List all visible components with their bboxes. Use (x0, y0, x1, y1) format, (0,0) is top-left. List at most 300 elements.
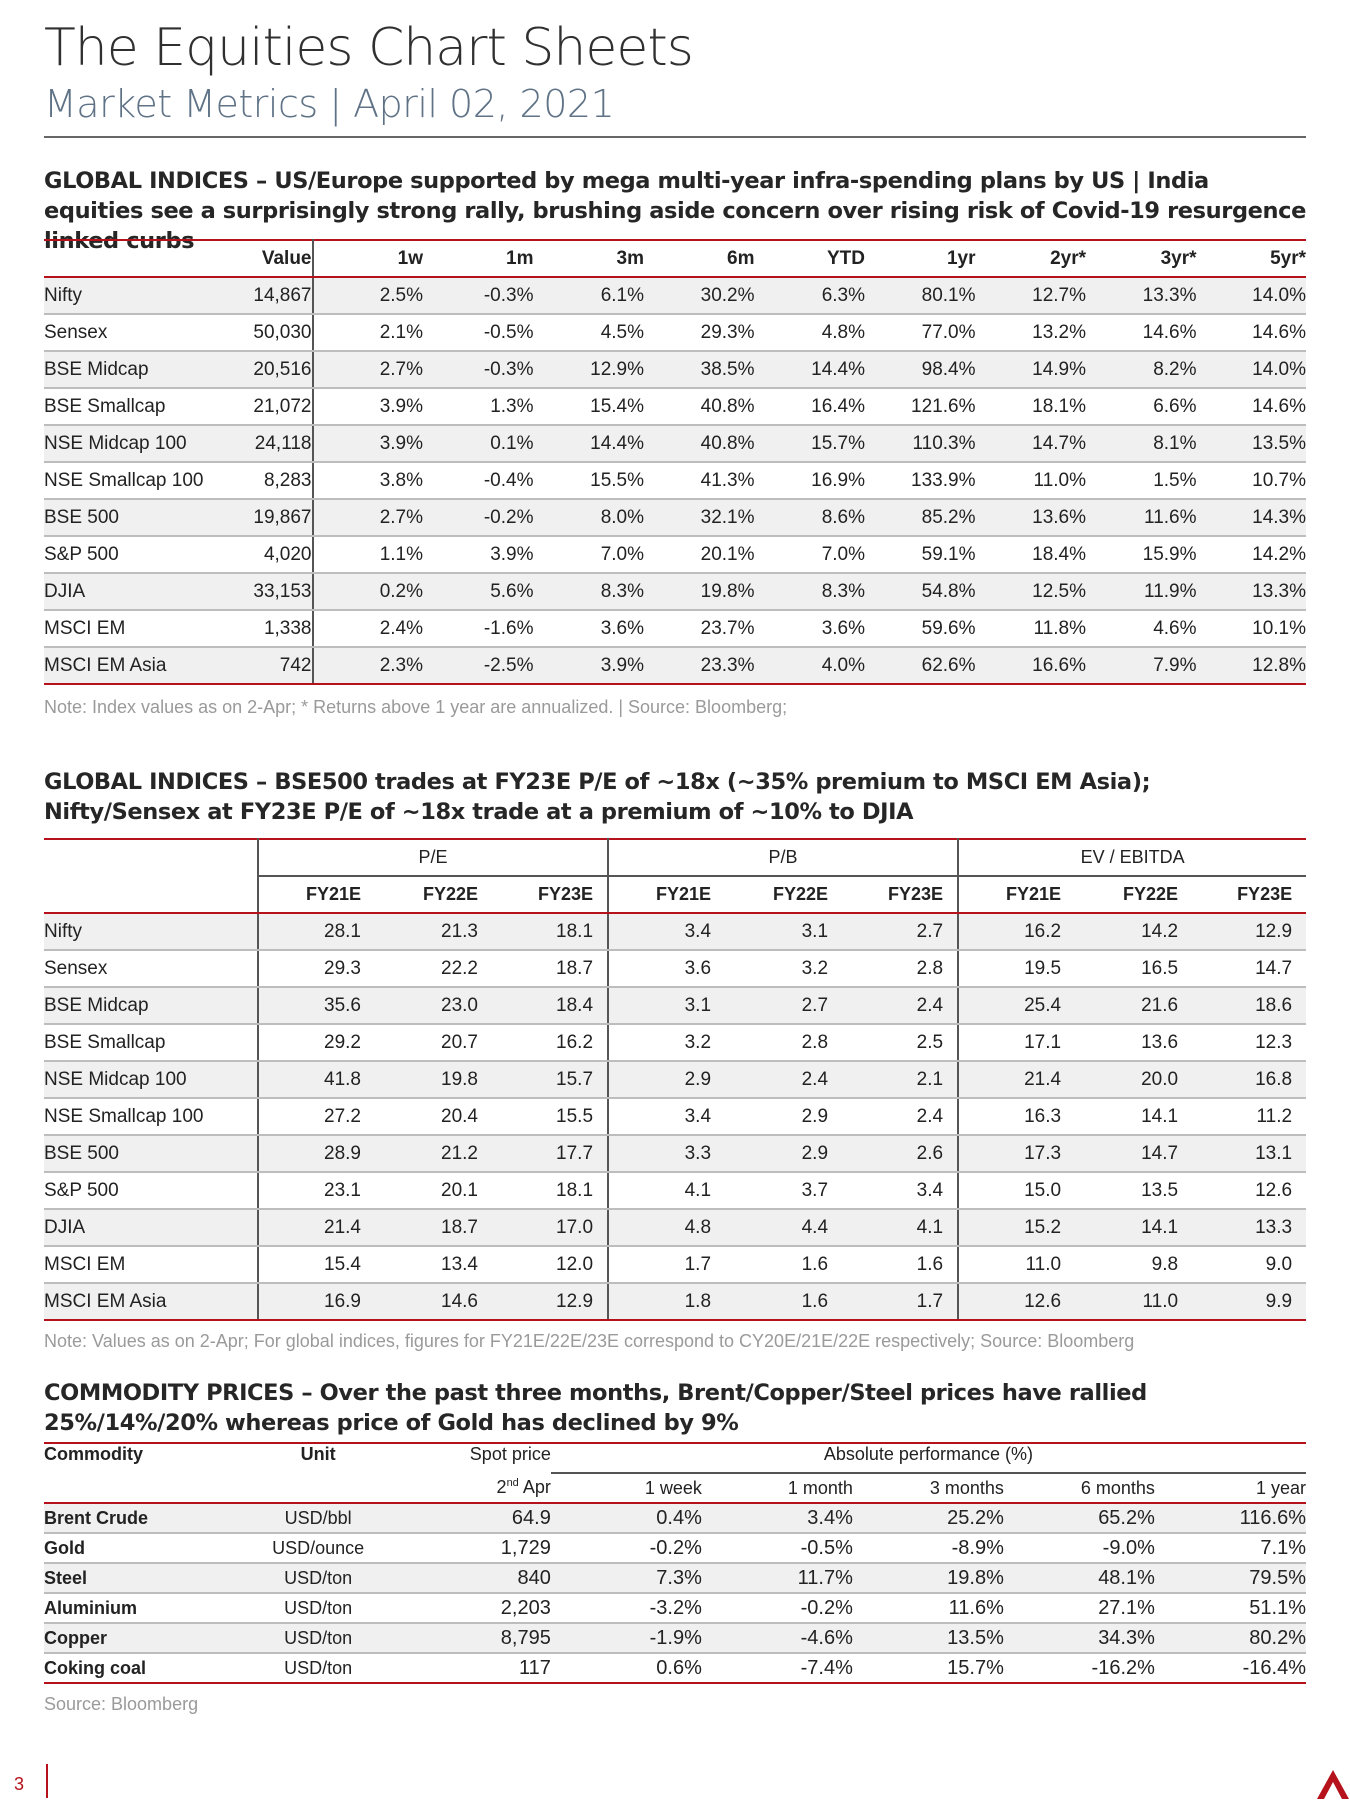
cell-value: 19.8% (644, 573, 755, 610)
cell-value: 12.9 (1192, 913, 1306, 950)
cell-value: 21,072 (199, 388, 313, 425)
cell-value: -0.3% (423, 277, 534, 314)
table-header-row (44, 876, 1306, 913)
table-row (44, 573, 1306, 610)
column-header: 6m (644, 240, 755, 277)
cell-value: 15.7% (755, 425, 866, 462)
cell-value: 0.6% (551, 1653, 702, 1683)
cell-value: 3.4 (608, 913, 725, 950)
cell-value: 7.1% (1155, 1533, 1306, 1563)
cell-value: 14.0% (1197, 277, 1307, 314)
column-header: 3m (534, 240, 645, 277)
cell-value: 13.1 (1192, 1135, 1306, 1172)
cell-value: 1.6 (842, 1246, 958, 1283)
table-row (44, 913, 1306, 950)
column-header: 6 months (1004, 1473, 1155, 1503)
group-header: P/B (608, 839, 958, 876)
cell-value: 25.2% (853, 1503, 1004, 1533)
cell-value: 59.6% (865, 610, 976, 647)
cell-value: 3.6% (534, 610, 645, 647)
cell-value: 21.2 (375, 1135, 492, 1172)
cell-value: 13.3 (1192, 1209, 1306, 1246)
global-indices-valuation-table (44, 838, 1306, 1321)
table-row (44, 1503, 1306, 1533)
unit-value: USD/bbl (241, 1503, 396, 1533)
cell-value: 20.4 (375, 1098, 492, 1135)
cell-value: 8.3% (755, 573, 866, 610)
table-row (44, 1623, 1306, 1653)
cell-value: 59.1% (865, 536, 976, 573)
cell-value: 19.8% (853, 1563, 1004, 1593)
cell-value: 11.0 (958, 1246, 1075, 1283)
cell-value: -9.0% (1004, 1533, 1155, 1563)
cell-value: 3.9% (423, 536, 534, 573)
cell-value: 2.9 (608, 1061, 725, 1098)
cell-value: 64.9 (396, 1503, 551, 1533)
cell-value: 18.1 (492, 1172, 608, 1209)
cell-value: 110.3% (865, 425, 976, 462)
column-header: 1 week (551, 1473, 702, 1503)
cell-value: 8,283 (199, 462, 313, 499)
index-name: BSE Smallcap (44, 388, 199, 425)
cell-value: 16.9% (755, 462, 866, 499)
cell-value: -0.3% (423, 351, 534, 388)
cell-value: 23.0 (375, 987, 492, 1024)
cell-value: 13.4 (375, 1246, 492, 1283)
cell-value: 2.5% (313, 277, 424, 314)
unit-value: USD/ton (241, 1653, 396, 1683)
column-header: FY21E (258, 876, 375, 913)
cell-value: 14.0% (1197, 351, 1307, 388)
cell-value: 21.4 (958, 1061, 1075, 1098)
cell-value: 62.6% (865, 647, 976, 684)
cell-value: 79.5% (1155, 1563, 1306, 1593)
cell-value: 2.1 (842, 1061, 958, 1098)
column-header: 1 year (1155, 1473, 1306, 1503)
cell-value: 11.6% (853, 1593, 1004, 1623)
index-name: Nifty (44, 913, 258, 950)
unit-value: USD/ton (241, 1593, 396, 1623)
cell-value: 7.0% (534, 536, 645, 573)
cell-value: 14.4% (755, 351, 866, 388)
cell-value: 17.7 (492, 1135, 608, 1172)
cell-value: 12.8% (1197, 647, 1307, 684)
cell-value: 9.8 (1075, 1246, 1192, 1283)
cell-value: 840 (396, 1563, 551, 1593)
table-row (44, 536, 1306, 573)
cell-value: 9.9 (1192, 1283, 1306, 1320)
index-name: Sensex (44, 314, 199, 351)
cell-value: 0.4% (551, 1503, 702, 1533)
cell-value: 12.0 (492, 1246, 608, 1283)
cell-value: 12.3 (1192, 1024, 1306, 1061)
cell-value: 15.2 (958, 1209, 1075, 1246)
column-header: FY22E (1075, 876, 1192, 913)
table-row (44, 1653, 1306, 1683)
group-header: P/E (258, 839, 608, 876)
cell-value: 1,338 (199, 610, 313, 647)
cell-value: 5.6% (423, 573, 534, 610)
column-header: 1yr (865, 240, 976, 277)
cell-value: 17.1 (958, 1024, 1075, 1061)
cell-value: 24,118 (199, 425, 313, 462)
cell-value: 16.6% (976, 647, 1087, 684)
table-subheader-row (44, 1473, 1306, 1503)
cell-value: 35.6 (258, 987, 375, 1024)
column-header: 5yr* (1197, 240, 1307, 277)
commodity-prices-table (44, 1442, 1306, 1684)
column-header: Value (199, 240, 313, 277)
document-subtitle: Market Metrics | April 02, 2021 (44, 82, 615, 126)
cell-value: 8.2% (1086, 351, 1197, 388)
cell-value: -0.4% (423, 462, 534, 499)
cell-value: 2.8 (725, 1024, 842, 1061)
cell-value: 3.8% (313, 462, 424, 499)
cell-value: 25.4 (958, 987, 1075, 1024)
table-group-header-row (44, 839, 1306, 876)
cell-value: 1.3% (423, 388, 534, 425)
cell-value: -16.4% (1155, 1653, 1306, 1683)
cell-value: -4.6% (702, 1623, 853, 1653)
cell-value: 1.6 (725, 1283, 842, 1320)
index-name: BSE Midcap (44, 351, 199, 388)
cell-value: 13.5 (1075, 1172, 1192, 1209)
cell-value: 14.2% (1197, 536, 1307, 573)
cell-value: 3.7 (725, 1172, 842, 1209)
document-title: The Equities Chart Sheets (44, 18, 693, 78)
index-name: MSCI EM Asia (44, 647, 199, 684)
table-header-row (44, 240, 1306, 277)
cell-value: 2.9 (725, 1135, 842, 1172)
cell-value: 20.0 (1075, 1061, 1192, 1098)
index-name: BSE 500 (44, 1135, 258, 1172)
cell-value: 16.3 (958, 1098, 1075, 1135)
absolute-performance-header: Absolute performance (%) (551, 1443, 1306, 1473)
cell-value: 2.4 (842, 987, 958, 1024)
cell-value: 28.1 (258, 913, 375, 950)
cell-value: 2.7% (313, 499, 424, 536)
table-row (44, 950, 1306, 987)
cell-value: 133.9% (865, 462, 976, 499)
cell-value: 14.3% (1197, 499, 1307, 536)
commodity-name: Brent Crude (44, 1503, 241, 1533)
cell-value: 4.4 (725, 1209, 842, 1246)
table-row (44, 1563, 1306, 1593)
title-divider (44, 136, 1306, 138)
cell-value: 13.3% (1086, 277, 1197, 314)
cell-value: 41.3% (644, 462, 755, 499)
cell-value: 742 (199, 647, 313, 684)
index-name: DJIA (44, 573, 199, 610)
unit-value: USD/ton (241, 1623, 396, 1653)
table-row (44, 1172, 1306, 1209)
column-header: FY21E (958, 876, 1075, 913)
cell-value: 33,153 (199, 573, 313, 610)
cell-value: -16.2% (1004, 1653, 1155, 1683)
cell-value: -7.4% (702, 1653, 853, 1683)
cell-value: 4.0% (755, 647, 866, 684)
commodity-table-note: Source: Bloomberg (44, 1694, 199, 1714)
cell-value: 0.1% (423, 425, 534, 462)
cell-value: 19.8 (375, 1061, 492, 1098)
cell-value: 22.2 (375, 950, 492, 987)
commodity-name: Steel (44, 1563, 241, 1593)
cell-value: 3.4 (608, 1098, 725, 1135)
cell-value: 17.0 (492, 1209, 608, 1246)
cell-value: 2.3% (313, 647, 424, 684)
cell-value: 18.7 (375, 1209, 492, 1246)
commodity-name: Coking coal (44, 1653, 241, 1683)
table-row (44, 647, 1306, 684)
cell-value: 23.1 (258, 1172, 375, 1209)
cell-value: 65.2% (1004, 1503, 1155, 1533)
index-column-header (44, 240, 199, 277)
table-row (44, 351, 1306, 388)
cell-value: 14,867 (199, 277, 313, 314)
spot-price-column-header: Spot price (469, 1444, 551, 1464)
cell-value: 13.3% (1197, 573, 1307, 610)
cell-value: 1,729 (396, 1533, 551, 1563)
table-row (44, 610, 1306, 647)
index-name: Sensex (44, 950, 258, 987)
commodity-name: Gold (44, 1533, 241, 1563)
cell-value: 13.2% (976, 314, 1087, 351)
cell-value: 32.1% (644, 499, 755, 536)
cell-value: 11.9% (1086, 573, 1197, 610)
cell-value: 2.4% (313, 610, 424, 647)
cell-value: 16.2 (958, 913, 1075, 950)
cell-value: 2.6 (842, 1135, 958, 1172)
page-number: 3 (14, 1774, 25, 1794)
returns-table-note: Note: Index values as on 2-Apr; * Returns above 1 year are annualized. | Source: Bloomberg; (44, 697, 788, 717)
cell-value: 28.9 (258, 1135, 375, 1172)
column-header: FY22E (725, 876, 842, 913)
column-header: 2yr* (976, 240, 1087, 277)
cell-value: 12.9 (492, 1283, 608, 1320)
cell-value: 20.7 (375, 1024, 492, 1061)
index-name: Nifty (44, 277, 199, 314)
cell-value: 13.6% (976, 499, 1087, 536)
table-row (44, 499, 1306, 536)
table-row (44, 388, 1306, 425)
cell-value: 2,203 (396, 1593, 551, 1623)
cell-value: 2.7 (842, 913, 958, 950)
cell-value: 14.1 (1075, 1098, 1192, 1135)
cell-value: -8.9% (853, 1533, 1004, 1563)
commodity-name: Copper (44, 1623, 241, 1653)
cell-value: 34.3% (1004, 1623, 1155, 1653)
cell-value: 14.7 (1192, 950, 1306, 987)
table-row (44, 425, 1306, 462)
cell-value: 1.1% (313, 536, 424, 573)
cell-value: -1.6% (423, 610, 534, 647)
cell-value: 20.1 (375, 1172, 492, 1209)
cell-value: 15.7% (853, 1653, 1004, 1683)
cell-value: 11.7% (702, 1563, 853, 1593)
cell-value: 15.7 (492, 1061, 608, 1098)
commodity-prices-heading: COMMODITY PRICES – Over the past three months, Brent/Copper/Steel prices have rallied 25%/14%/20% whereas price of Gold has declined by 9% (44, 1380, 1147, 1436)
cell-value: 27.1% (1004, 1593, 1155, 1623)
column-header: YTD (755, 240, 866, 277)
cell-value: 6.1% (534, 277, 645, 314)
cell-value: 80.1% (865, 277, 976, 314)
cell-value: 30.2% (644, 277, 755, 314)
cell-value: 20,516 (199, 351, 313, 388)
cell-value: 12.9% (534, 351, 645, 388)
cell-value: 23.7% (644, 610, 755, 647)
table-row (44, 1024, 1306, 1061)
cell-value: 13.5% (1197, 425, 1307, 462)
cell-value: 14.2 (1075, 913, 1192, 950)
cell-value: 7.0% (755, 536, 866, 573)
cell-value: 77.0% (865, 314, 976, 351)
cell-value: 29.2 (258, 1024, 375, 1061)
cell-value: 54.8% (865, 573, 976, 610)
cell-value: 14.7 (1075, 1135, 1192, 1172)
cell-value: 16.2 (492, 1024, 608, 1061)
table-header-row (44, 1443, 1306, 1473)
cell-value: 3.9% (534, 647, 645, 684)
cell-value: 7.9% (1086, 647, 1197, 684)
cell-value: 4.5% (534, 314, 645, 351)
brand-logo-icon (1316, 1768, 1350, 1800)
cell-value: 3.6% (755, 610, 866, 647)
column-header: 3 months (853, 1473, 1004, 1503)
cell-value: 3.3 (608, 1135, 725, 1172)
cell-value: 3.2 (608, 1024, 725, 1061)
cell-value: 14.6% (1197, 388, 1307, 425)
cell-value: 1.8 (608, 1283, 725, 1320)
cell-value: 3.9% (313, 388, 424, 425)
cell-value: 3.4% (702, 1503, 853, 1533)
cell-value: -1.9% (551, 1623, 702, 1653)
cell-value: 7.3% (551, 1563, 702, 1593)
global-indices-valuation-heading: GLOBAL INDICES – BSE500 trades at FY23E P/E of ~18x (~35% premium to MSCI EM Asia); Nifty/Sensex at FY23E P/E of ~18x trade at a premium of ~10% to DJIA (44, 769, 1151, 825)
cell-value: 15.5% (534, 462, 645, 499)
cell-value: 4.6% (1086, 610, 1197, 647)
cell-value: 12.6 (1192, 1172, 1306, 1209)
page-number-divider (46, 1764, 48, 1798)
cell-value: 3.4 (842, 1172, 958, 1209)
cell-value: 16.5 (1075, 950, 1192, 987)
cell-value: 4.1 (608, 1172, 725, 1209)
column-header: 3yr* (1086, 240, 1197, 277)
cell-value: 41.8 (258, 1061, 375, 1098)
cell-value: 6.3% (755, 277, 866, 314)
cell-value: 1.7 (842, 1283, 958, 1320)
cell-value: 15.5 (492, 1098, 608, 1135)
cell-value: 29.3 (258, 950, 375, 987)
cell-value: 10.7% (1197, 462, 1307, 499)
cell-value: 21.4 (258, 1209, 375, 1246)
column-header: 1 month (702, 1473, 853, 1503)
cell-value: 2.8 (842, 950, 958, 987)
cell-value: 80.2% (1155, 1623, 1306, 1653)
cell-value: 121.6% (865, 388, 976, 425)
table-row (44, 277, 1306, 314)
index-name: MSCI EM (44, 1246, 258, 1283)
cell-value: 3.1 (725, 913, 842, 950)
cell-value: 13.6 (1075, 1024, 1192, 1061)
cell-value: -0.5% (702, 1533, 853, 1563)
cell-value: 8,795 (396, 1623, 551, 1653)
cell-value: 11.8% (976, 610, 1087, 647)
cell-value: 12.7% (976, 277, 1087, 314)
cell-value: 19.5 (958, 950, 1075, 987)
cell-value: 14.9% (976, 351, 1087, 388)
spot-date-header: 2nd Apr (396, 1473, 551, 1503)
column-header: 1w (313, 240, 424, 277)
global-indices-returns-table (44, 239, 1306, 685)
cell-value: 16.8 (1192, 1061, 1306, 1098)
unit-column-header: Unit (300, 1444, 336, 1464)
cell-value: 4.8% (755, 314, 866, 351)
table-row (44, 1098, 1306, 1135)
cell-value: 98.4% (865, 351, 976, 388)
index-name: NSE Midcap 100 (44, 425, 199, 462)
table-row (44, 1593, 1306, 1623)
cell-value: -0.2% (423, 499, 534, 536)
cell-value: 20.1% (644, 536, 755, 573)
index-name: S&P 500 (44, 1172, 258, 1209)
cell-value: 50,030 (199, 314, 313, 351)
index-name: BSE Midcap (44, 987, 258, 1024)
cell-value: -2.5% (423, 647, 534, 684)
cell-value: 1.7 (608, 1246, 725, 1283)
cell-value: 21.3 (375, 913, 492, 950)
cell-value: 10.1% (1197, 610, 1307, 647)
cell-value: 8.3% (534, 573, 645, 610)
cell-value: 16.4% (755, 388, 866, 425)
cell-value: 1.5% (1086, 462, 1197, 499)
cell-value: 14.4% (534, 425, 645, 462)
unit-value: USD/ounce (241, 1533, 396, 1563)
cell-value: 3.2 (725, 950, 842, 987)
column-header: FY21E (608, 876, 725, 913)
table-row (44, 987, 1306, 1024)
cell-value: 8.0% (534, 499, 645, 536)
column-header: FY23E (492, 876, 608, 913)
cell-value: 2.4 (725, 1061, 842, 1098)
cell-value: 14.6 (375, 1283, 492, 1320)
cell-value: 15.4% (534, 388, 645, 425)
cell-value: 117 (396, 1653, 551, 1683)
cell-value: 14.6% (1197, 314, 1307, 351)
table-row (44, 1533, 1306, 1563)
index-name: BSE 500 (44, 499, 199, 536)
cell-value: 6.6% (1086, 388, 1197, 425)
cell-value: 17.3 (958, 1135, 1075, 1172)
cell-value: 15.9% (1086, 536, 1197, 573)
cell-value: 3.9% (313, 425, 424, 462)
unit-value: USD/ton (241, 1563, 396, 1593)
cell-value: 2.7 (725, 987, 842, 1024)
cell-value: 14.1 (1075, 1209, 1192, 1246)
cell-value: 2.1% (313, 314, 424, 351)
cell-value: 11.2 (1192, 1098, 1306, 1135)
cell-value: 8.1% (1086, 425, 1197, 462)
cell-value: 18.4 (492, 987, 608, 1024)
cell-value: 40.8% (644, 425, 755, 462)
cell-value: 85.2% (865, 499, 976, 536)
cell-value: -3.2% (551, 1593, 702, 1623)
cell-value: 18.1% (976, 388, 1087, 425)
index-name: NSE Smallcap 100 (44, 462, 199, 499)
table-row (44, 1061, 1306, 1098)
table-row (44, 1209, 1306, 1246)
cell-value: 2.4 (842, 1098, 958, 1135)
index-name: NSE Midcap 100 (44, 1061, 258, 1098)
